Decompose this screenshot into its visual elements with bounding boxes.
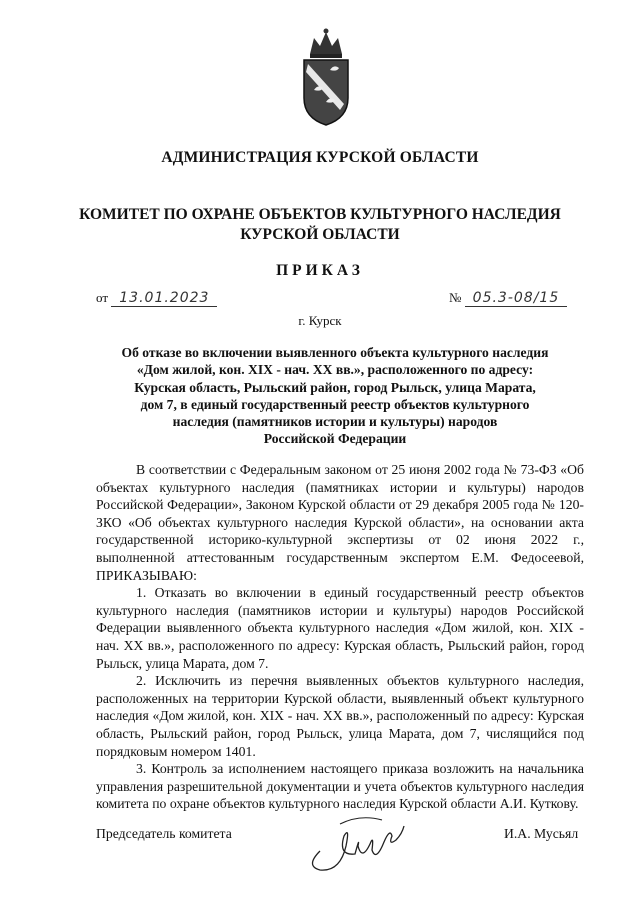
- subject-line: Об отказе во включении выявленного объекта культурного наследия: [121, 345, 549, 360]
- document-date: [96, 290, 217, 306]
- document-number: [449, 290, 567, 306]
- signatory-title: Председатель комитета: [96, 826, 232, 841]
- committee-title-line: КОМИТЕТ ПО ОХРАНЕ ОБЪЕКТОВ КУЛЬТУРНОГО НАСЛЕДИЯ: [79, 206, 561, 223]
- signatory-name: И.А. Мусьял: [504, 826, 579, 841]
- subject-line: «Дом жилой, кон. XIX - нач. XX вв.», расположенного по адресу:: [136, 362, 534, 378]
- committee-title-line: КУРСКОЙ ОБЛАСТИ: [240, 226, 400, 243]
- document-city: г. Курск: [298, 313, 342, 328]
- number-value: 05.3-08/15: [465, 290, 568, 307]
- body-paragraph: 1. Отказать во включении в единый государственный реестр объектов культурного наследия (памятников истории и культуры) народов Российской Федерации выявленного объекта культурного наследия «Дом жилой, кон. XIX - нач. XX вв.», расположенного по адресу: Курская область, Рыльский район, город Рыльск, улица Марата, дом 7.: [96, 585, 584, 671]
- subject-line: Российской Федерации: [263, 431, 407, 447]
- coat-of-arms-emblem: [296, 28, 356, 128]
- document-type: ПРИКАЗ: [276, 262, 364, 279]
- organization-title: АДМИНИСТРАЦИЯ КУРСКОЙ ОБЛАСТИ: [161, 149, 479, 166]
- document-body: [96, 461, 584, 813]
- number-prefix: №: [449, 290, 462, 305]
- body-paragraph: 3. Контроль за исполнением настоящего приказа возложить на начальника управления разрешительной документации и учета объектов культурного наследия комитета по охране объектов культурного наследия Курской области А.И. Куткову.: [96, 761, 584, 812]
- subject-line: дом 7, в единый государственный реестр объектов культурного: [140, 396, 530, 412]
- subject-line: наследия (памятников истории и культуры) народов: [172, 414, 498, 430]
- body-paragraph: В соответствии с Федеральным законом от 25 июня 2002 года № 73-ФЗ «Об объектах культурного наследия (памятниках истории и культуры) народов Российской Федерации», Законом Курской области от 29 декабря 2005 года № 120-ЗКО «Об объектах культурного наследия Курской области», на основании акта государственной историко-культурной экспертизы от 02 июня 2022 г., выполненной аттестованным государственным экспертом Е.М. Федосеевой, ПРИКАЗЫВАЮ:: [96, 462, 584, 583]
- document-subject: [100, 344, 570, 448]
- date-value: 13.01.2023: [111, 290, 217, 307]
- date-prefix: от: [96, 290, 109, 305]
- body-paragraph: 2. Исключить из перечня выявленных объектов культурного наследия, расположенных на территории Курской области, выявленный объект культурного наследия «Дом жилой, кон. XIX - нач. XX вв.», расположенный по адресу: Курская область, Рыльский район, город Рыльск, улица Марата, дом 7, числящийся под порядковым номером 1401.: [96, 673, 584, 759]
- committee-title: [0, 205, 640, 245]
- handwritten-signature: [300, 806, 410, 876]
- subject-line: Курская область, Рыльский район, город Рыльск, улица Марата,: [134, 379, 536, 395]
